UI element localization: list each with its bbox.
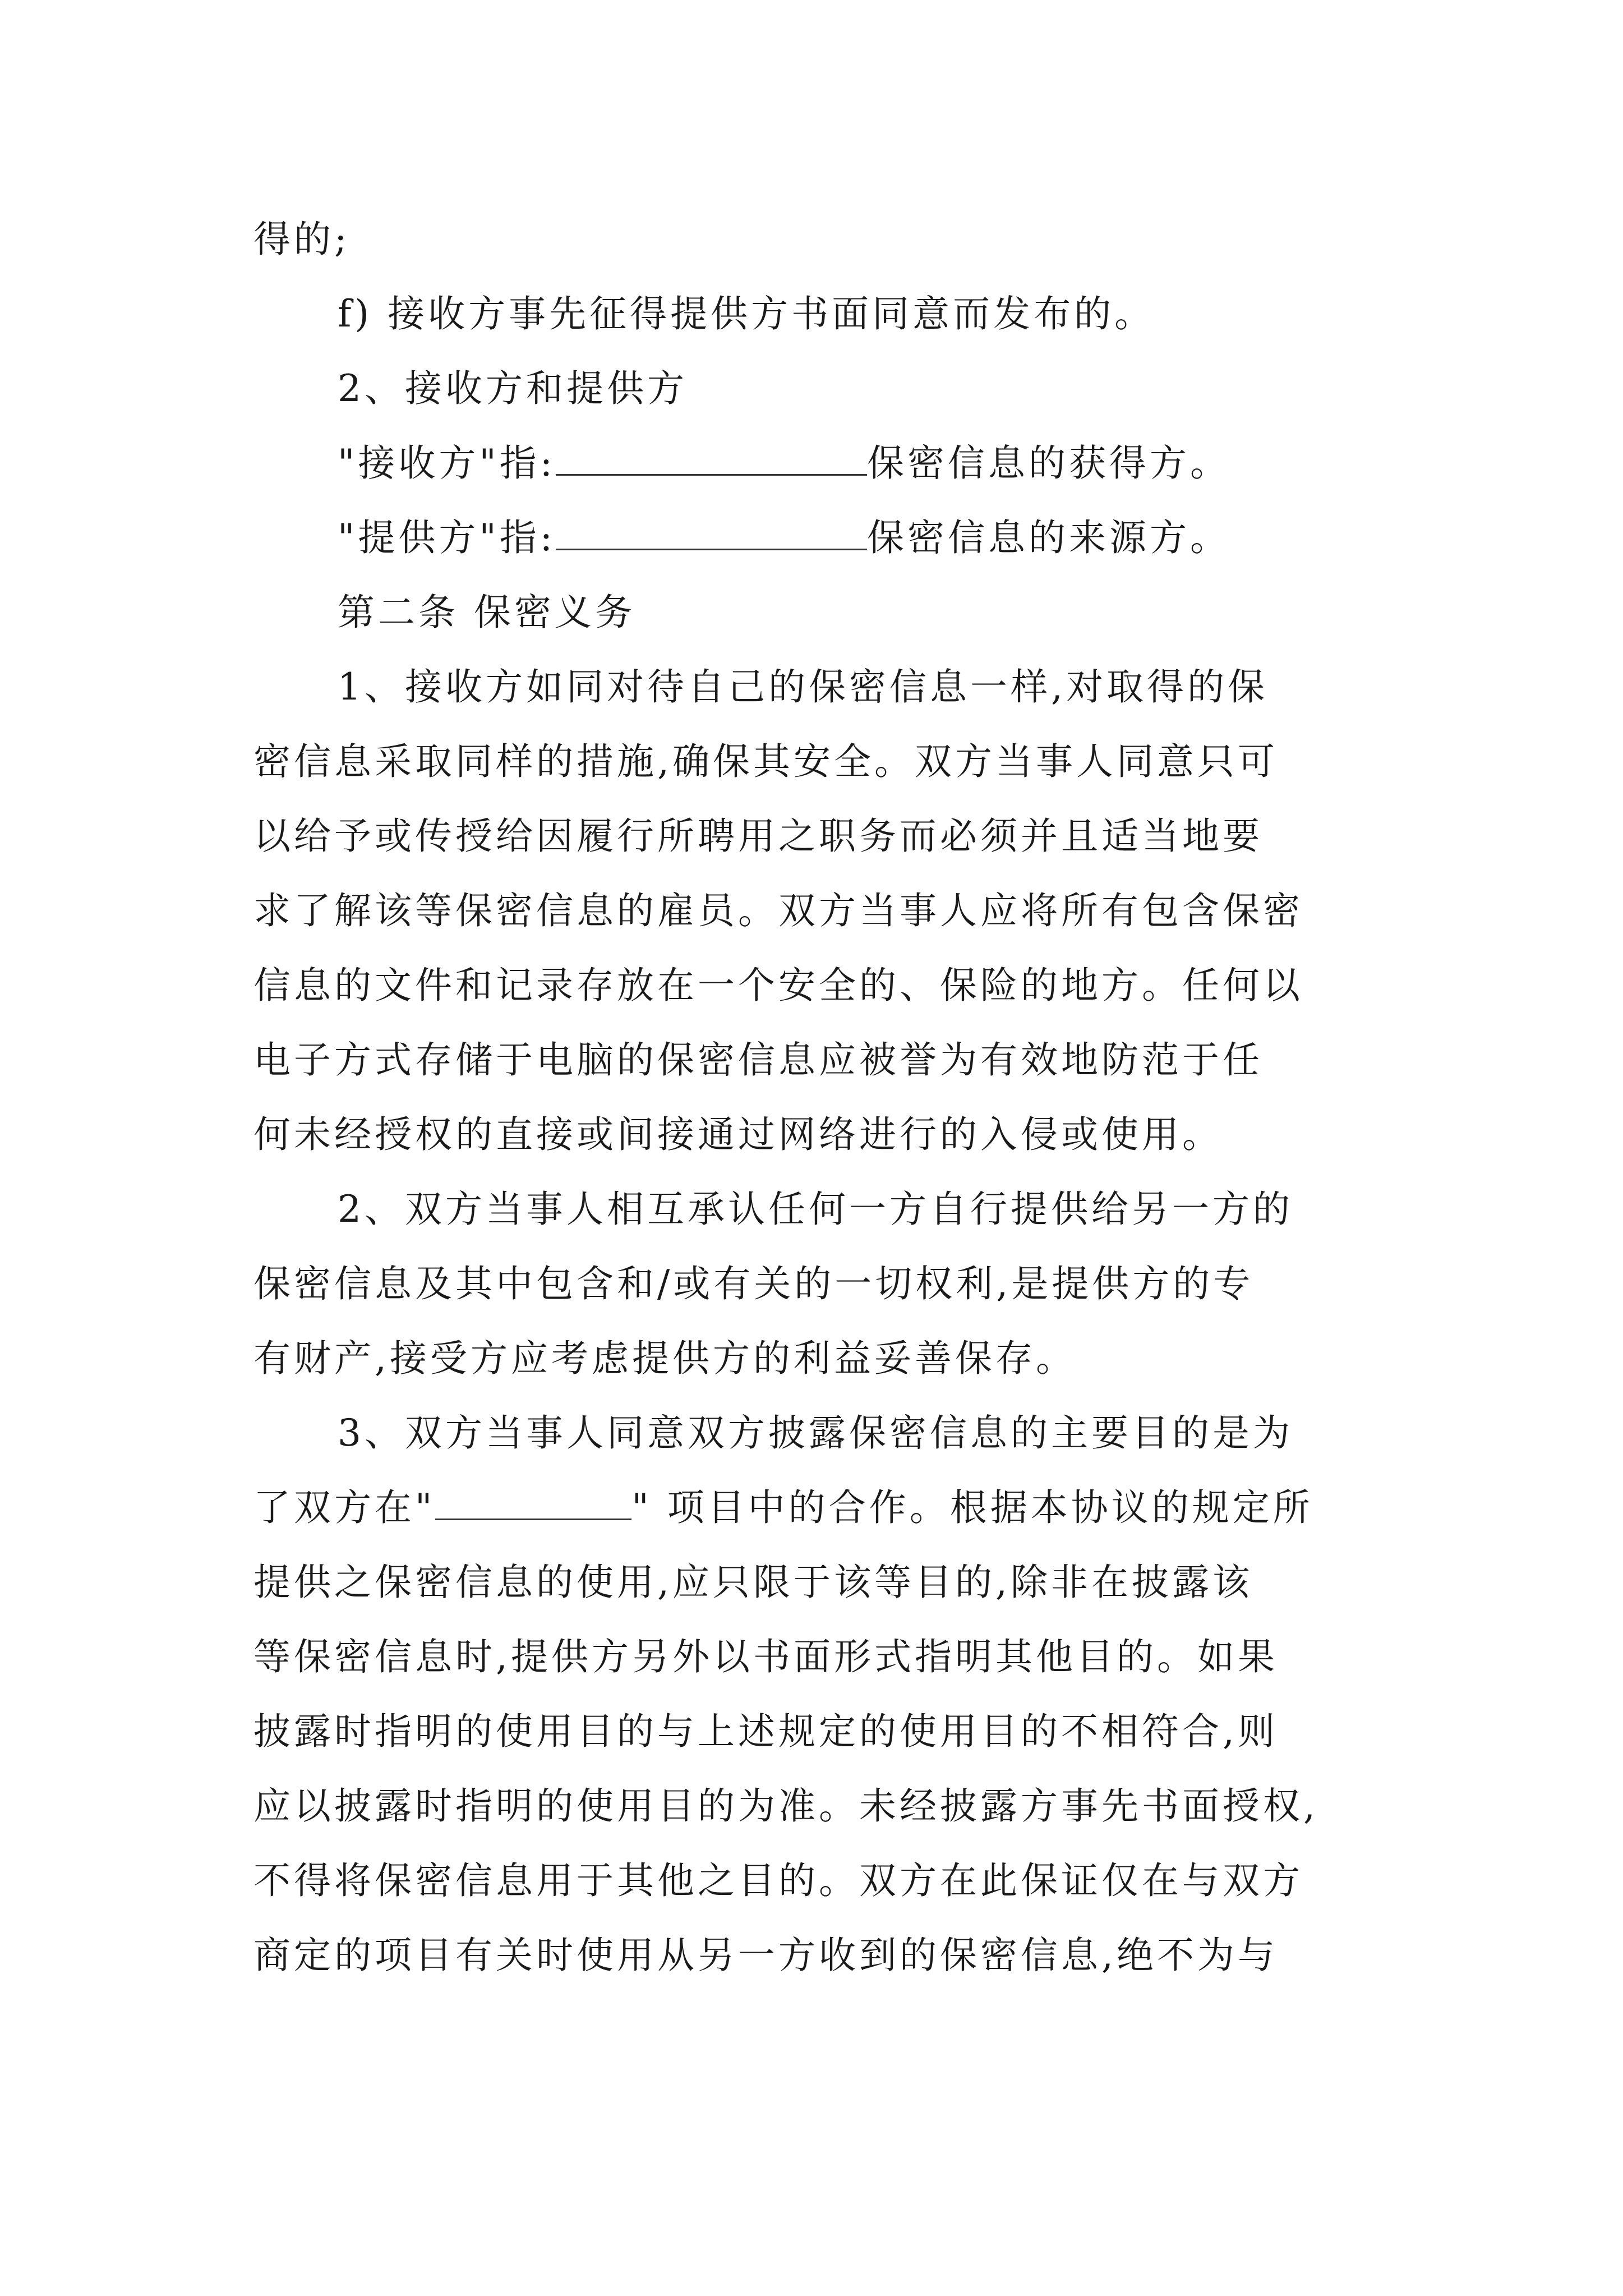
provider-blank-field[interactable] <box>556 509 867 550</box>
receiver-definition-label: "接收方"指: <box>338 441 556 485</box>
text-line: 以给予或传授给因履行所聘用之职务而必须并且适当地要 <box>253 815 1263 858</box>
project-prefix: 了双方在" <box>253 1486 436 1529</box>
project-name-blank-field[interactable] <box>435 1479 631 1520</box>
paragraph-2 <box>253 1172 1386 1396</box>
section-title: 第二条 保密义务 <box>338 591 635 634</box>
receiver-definition-text: 保密信息的获得方。 <box>866 441 1230 485</box>
text-line: 2、接收方和提供方 <box>338 367 688 410</box>
text-line: 保密信息及其中包含和/或有关的一切权利,是提供方的专 <box>253 1262 1254 1305</box>
text-line: 有财产,接受方应考虑提供方的利益妥善保存。 <box>253 1337 1076 1380</box>
receiver-definition <box>253 426 1386 500</box>
text-line: 2、双方当事人相互承认任何一方自行提供给另一方的 <box>338 1188 1293 1231</box>
text-line: f) 接收方事先征得提供方书面同意而发布的。 <box>338 292 1155 335</box>
text-line: 电子方式存储于电脑的保密信息应被誉为有效地防范于任 <box>253 1038 1263 1082</box>
text-line: 商定的项目有关时使用从另一方收到的保密信息,绝不为与 <box>253 1934 1278 1977</box>
text-line: 信息的文件和记录存放在一个安全的、保险的地方。任何以 <box>253 964 1303 1007</box>
provider-definition-label: "提供方"指: <box>338 516 556 559</box>
provider-definition-text: 保密信息的来源方。 <box>866 516 1230 559</box>
project-line <box>253 1470 1386 1545</box>
text-line: 1、接收方如同对待自己的保密信息一样,对取得的保 <box>338 665 1268 708</box>
text-line: 应以披露时指明的使用目的为准。未经披露方事先书面授权, <box>253 1784 1318 1828</box>
text-line: 密信息采取同样的措施,确保其安全。双方当事人同意只可 <box>253 740 1278 783</box>
text-line: 等保密信息时,提供方另外以书面形式指明其他目的。如果 <box>253 1635 1278 1678</box>
text-line: 不得将保密信息用于其他之目的。双方在此保证仅在与双方 <box>253 1859 1303 1902</box>
project-suffix: " 项目中的合作。根据本协议的规定所 <box>631 1486 1313 1529</box>
text-line: 披露时指明的使用目的与上述规定的使用目的不相符合,则 <box>253 1710 1278 1753</box>
document-body <box>253 202 1386 1993</box>
provider-definition <box>253 500 1386 575</box>
text-line: 3、双方当事人同意双方披露保密信息的主要目的是为 <box>338 1411 1293 1455</box>
receiver-blank-field[interactable] <box>556 435 867 476</box>
text-line: 提供之保密信息的使用,应只限于该等目的,除非在披露该 <box>253 1561 1253 1604</box>
paragraph-1 <box>253 650 1386 1172</box>
text-line: 何未经授权的直接或间接通过网络进行的入侵或使用。 <box>253 1113 1223 1156</box>
text-line: 得的; <box>253 218 351 261</box>
paragraph-3 <box>253 1396 1386 1993</box>
text-line: 求了解该等保密信息的雇员。双方当事人应将所有包含保密 <box>253 889 1303 932</box>
